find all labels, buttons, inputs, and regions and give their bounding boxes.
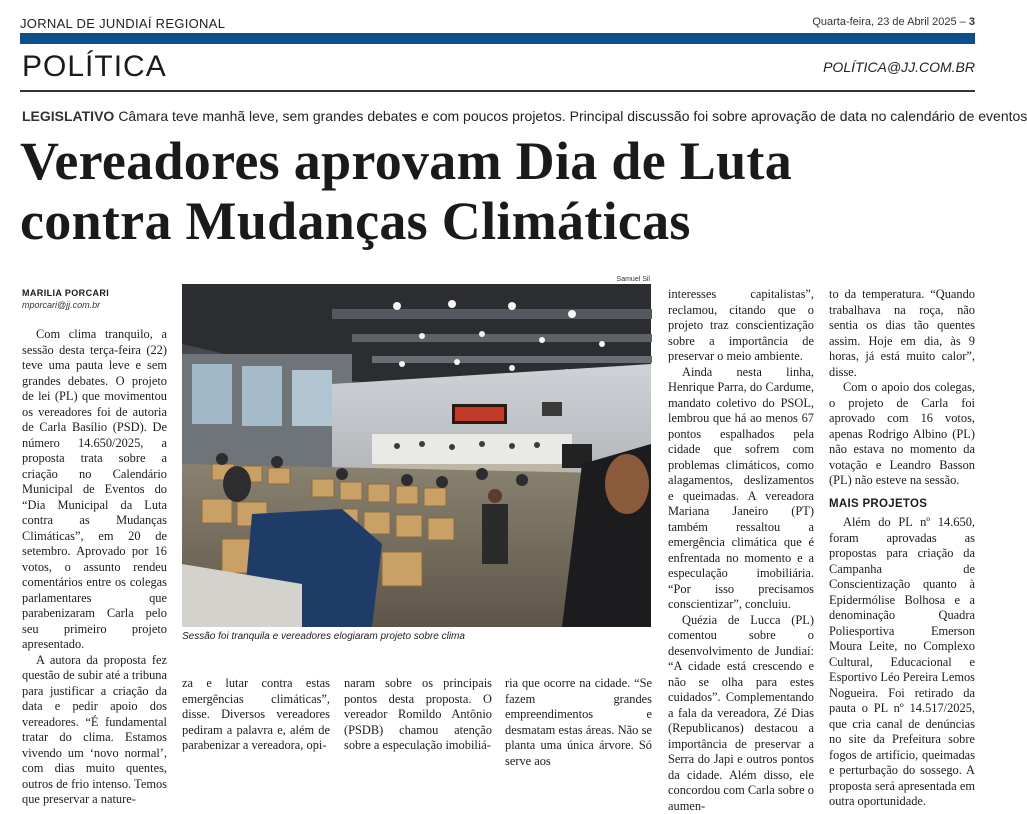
kicker-tag: LEGISLATIVO bbox=[22, 108, 114, 124]
page-number: 3 bbox=[969, 16, 975, 28]
paragraph: Ainda nesta linha, Henrique Parra, do Cardume, mandato coletivo do PSOL, lembrou que há ao menos 67 pontos espalhados pela cidade que sofrem com problemas climáticos, como alagamentos, deslizamentos e queimadas. A vereadora Mariana Janeiro (PT) também ressaltou a emergência climática que é enfrentada no momento e a especulação imobiliária. “Por isso precisamos conscientizar”, concluiu. bbox=[668, 365, 814, 613]
chamber-illustration bbox=[182, 284, 651, 627]
article-column-3 bbox=[344, 676, 492, 754]
headline bbox=[20, 131, 980, 251]
photo-caption: Sessão foi tranquila e vereadores elogiaram projeto sobre clima bbox=[182, 631, 652, 642]
paragraph: Com o apoio dos colegas, o projeto de Carla foi aprovado com 16 votos, apenas Rodrigo Albino (PL) não estava no momento da votação e Leandro Basson (PL) não esteve na sessão. bbox=[829, 380, 975, 489]
date-and-page bbox=[812, 16, 975, 28]
masthead-line bbox=[20, 14, 975, 32]
photo-credit: Samuel Sil bbox=[560, 276, 650, 283]
section-divider bbox=[20, 90, 975, 92]
subheading-mais-projetos: MAIS PROJETOS bbox=[829, 497, 975, 513]
author-name: MARILIA PORCARI bbox=[22, 288, 109, 298]
author-email[interactable]: mporcari@jj.com.br bbox=[22, 300, 109, 310]
paragraph: interesses capitalistas”, reclamou, citando que o projeto traz conscientização sobre a importância de preservar o meio ambiente. bbox=[668, 287, 814, 365]
masthead-color-bar bbox=[20, 33, 975, 44]
section-email[interactable]: POLÍTICA@JJ.COM.BR bbox=[823, 59, 975, 75]
paragraph: ria que ocorre na cidade. “Se fazem grandes empreendimentos e desmatam estas áreas. Não se planta uma única árvore. Só serve aos bbox=[505, 676, 652, 769]
paragraph: Com clima tranquilo, a sessão desta terça-feira (22) teve uma pauta leve e sem grandes debates. O projeto de lei (PL) que movimentou os vereadores foi de autoria de Carla Basílio (PSD). De número 14.650/2025, a proposta trata sobre a criação no Calendário Municipal de Eventos do “Dia Municipal da Luta contra as Mudanças Climáticas”, em 20 de setembro. Aprovado por 16 votos, o assunto rendeu comentários entre os colegas parlamentares que parabenizaram Carla pelo seu primeiro projeto apresentado. bbox=[22, 327, 167, 653]
council-chamber-photo bbox=[182, 284, 651, 627]
paragraph: za e lutar contra estas emergências climáticas”, disse. Diversos vereadores pediram a palavra e, além de parabenizar a vereadora, opi- bbox=[182, 676, 330, 754]
paragraph: naram sobre os principais pontos desta proposta. O vereador Romildo Antônio (PSDB) chamou atenção sobre a especulação imobiliá- bbox=[344, 676, 492, 754]
issue-date: Quarta-feira, 23 de Abril 2025 – bbox=[812, 16, 965, 28]
article-column-6 bbox=[829, 287, 975, 810]
section-title: POLÍTICA bbox=[22, 50, 167, 84]
paragraph: A autora da proposta fez questão de subir até a tribuna para justificar a criação da data e pedir apoio dos vereadores. “É fundamental tratar do clima. Estamos vivendo um ‘novo normal’, com dias muito quentes, outros de frio intenso. Temos que preservar a nature- bbox=[22, 653, 167, 808]
byline bbox=[22, 288, 109, 310]
headline-line-1: Vereadores aprovam Dia de Luta bbox=[20, 131, 792, 191]
paragraph: to da temperatura. “Quando trabalhava na roça, não sentia os dias tão quentes assim. Hoje em dia, às 9 horas, já está muito calor”, disse. bbox=[829, 287, 975, 380]
paragraph: Quézia de Lucca (PL) comentou sobre o desenvolvimento de Jundiaí: “A cidade está crescendo e não se olha para estes cuidados”. Complementando a fala da vereadora, Zé Dias (Republicanos) destacou a importância de preservar a Serra do Japi e outros pontos da cidade. Além disso, ele concordou com Carla sobre o aumen- bbox=[668, 613, 814, 814]
kicker-text: Câmara teve manhã leve, sem grandes debates e com poucos projetos. Principal discussão foi sobre aprovação de data no calendário de eventos bbox=[118, 108, 1027, 124]
paragraph: Além do PL nº 14.650, foram aprovadas as propostas para criação da Campanha de Conscientização quanto à Epidermólise Bolhosa e a denominação Quadra Poliesportiva Emerson Moura Leite, no Complexo Cultural, Educacional e Esportivo Léo Pereira Lemos Nogueira. Foi retirado da pauta o PL nº 14.517/2025, que cria canal de denúncias no site da Prefeitura sobre fogos de artifício, queimadas e perturbação do sossego. A proposta será apresentada em outra oportunidade. bbox=[829, 515, 975, 810]
article-column-4 bbox=[505, 676, 652, 769]
article-column-1 bbox=[22, 327, 167, 808]
kicker bbox=[22, 108, 977, 124]
article-column-2 bbox=[182, 676, 330, 754]
newspaper-name: JORNAL DE JUNDIAÍ REGIONAL bbox=[20, 16, 225, 31]
article-column-5 bbox=[668, 287, 814, 814]
headline-line-2: contra Mudanças Climáticas bbox=[20, 191, 691, 251]
